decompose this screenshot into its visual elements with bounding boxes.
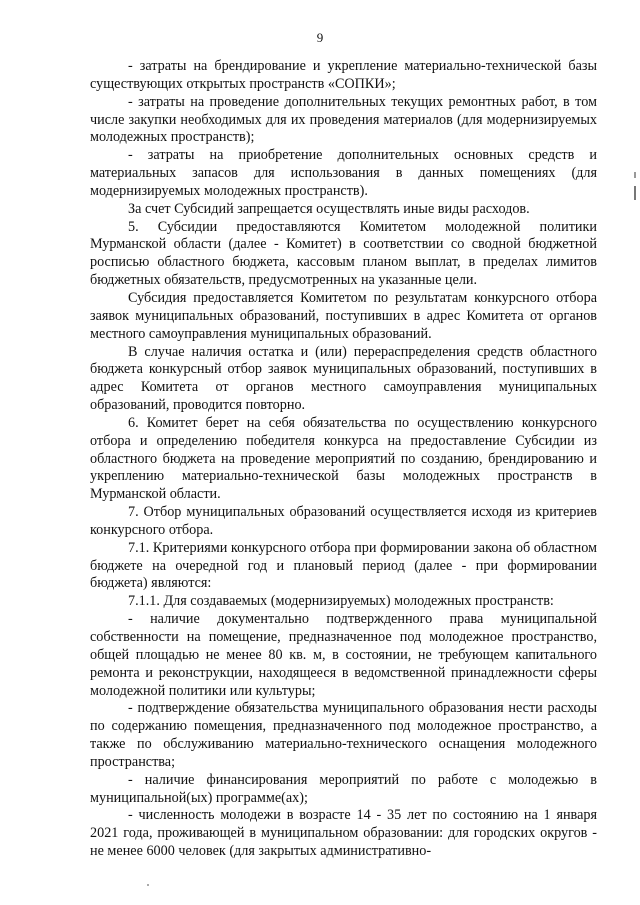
paragraph-repeat-selection: В случае наличия остатка и (или) перераспределения средств областного бюджета конкурсный отбор заявок муниципальных образований, поступивших в адрес Комитета от органов местного самоуправления муниципальных образований, проводится повторно. xyxy=(90,343,597,414)
scan-speck xyxy=(147,884,149,886)
paragraph-section-5: 5. Субсидии предоставляются Комитетом молодежной политики Мурманской области (далее - Комитет) в соответствии со сводной бюджетной росписью областного бюджета, кассовым планом выплат, в пределах лимитов бюджетных обязательств, предусмотренных на указанные цели. xyxy=(90,218,597,289)
page-number: 9 xyxy=(316,30,324,45)
paragraph-branding-costs: - затраты на брендирование и укрепление материально-технической базы существующих открытых пространств «СОПКИ»; xyxy=(90,58,597,92)
paragraph-maintenance-obligation: - подтверждение обязательства муниципального образования нести расходы по содержанию помещения, предназначенного под молодежное пространство, а также по обслуживанию материально-технического оснащения молодежного пространства; xyxy=(90,700,597,770)
paragraph-program-funding: - наличие финансирования мероприятий по работе с молодежью в муниципальной(ых) программе(ах); xyxy=(90,771,597,806)
paragraph-section-6: 6. Комитет берет на себя обязательства по осуществлению конкурсного отбора и определению победителя конкурса на предоставление Субсидии из областного бюджета на проведение мероприятий по созданию, брендированию и укреплению материально-технической базы молодежных пространств в Мурманской области. xyxy=(90,414,597,503)
paragraph-subsidy-competition: Субсидия предоставляется Комитетом по результатам конкурсного отбора заявок муниципальных образований, поступивших в адрес Комитета от органов местного самоуправления муниципальных образований. xyxy=(90,289,597,342)
paragraph-section-7-1-1: 7.1.1. Для создаваемых (модернизируемых) молодежных пространств: xyxy=(128,593,554,610)
scan-edge-mark xyxy=(634,172,636,178)
paragraph-prohibition: За счет Субсидий запрещается осуществлять иные виды расходов. xyxy=(128,200,530,217)
scan-edge-mark xyxy=(634,186,636,200)
paragraph-repair-costs: - затраты на проведение дополнительных текущих ремонтных работ, в том числе закупки необходимых для их проведения материалов (для модернизируемых молодежных пространств); xyxy=(90,93,597,146)
paragraph-section-7-1: 7.1. Критериями конкурсного отбора при формировании закона об областном бюджете на очередной год и плановый период (далее - при формировании бюджета) являются: xyxy=(90,539,597,592)
paragraph-assets-costs: - затраты на приобретение дополнительных основных средств и материальных запасов для использования в данных помещениях (для модернизируемых молодежных пространств). xyxy=(90,147,597,199)
paragraph-property-right: - наличие документально подтвержденного права муниципальной собственности на помещение, предназначенное под молодежное пространство, общей площадью не менее 80 кв. м, в состоянии, не требующем капитального ремонта и реконструкции, находящееся в ведомственной принадлежности сферы молодежной политики или культуры; xyxy=(90,611,597,699)
paragraph-section-7: 7. Отбор муниципальных образований осуществляется исходя из критериев конкурсного отбора. xyxy=(90,504,597,538)
paragraph-youth-population: - численность молодежи в возрасте 14 - 35 лет по состоянию на 1 января 2021 года, проживающей в муниципальном образовании: для городских округов - не менее 6000 человек (для закрытых административно- xyxy=(90,807,597,860)
document-body xyxy=(90,58,597,861)
